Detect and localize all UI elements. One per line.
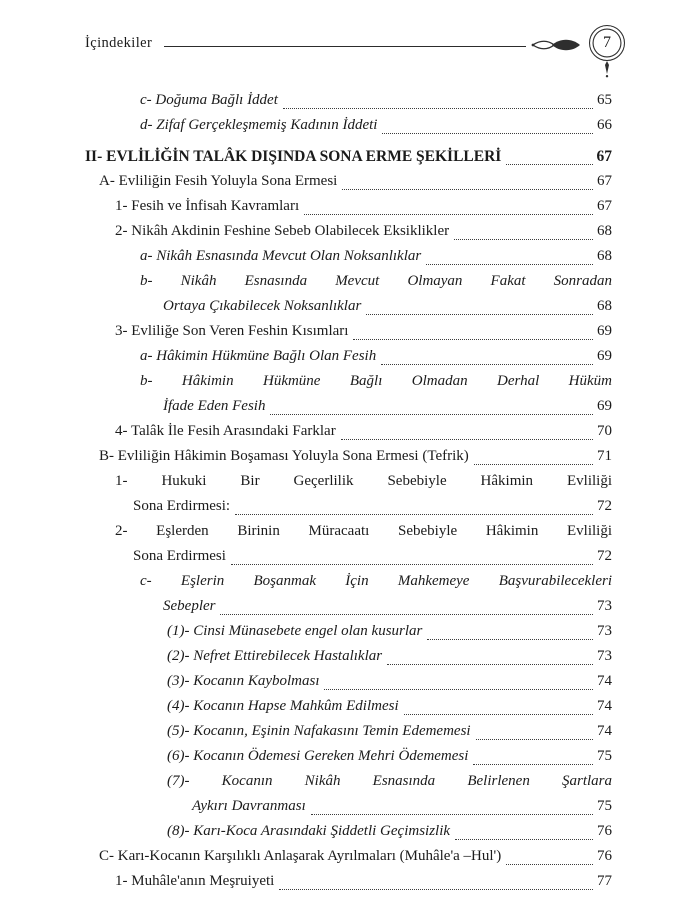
toc-entry: [99, 444, 612, 469]
toc-entry-page: 73: [597, 648, 612, 664]
toc-entry-page: 74: [597, 698, 612, 714]
dot-leader: [455, 839, 593, 840]
toc-entry: [115, 319, 612, 344]
dot-leader: [382, 133, 593, 134]
toc-entry-text: B- Evliliğin Hâkimin Boşaması Yoluyla Sona Ermesi (Tefrik): [99, 448, 469, 464]
toc-entry-text: 1- Hukuki Bir Geçerlilik Sebebiyle Hâkimin Evliliği: [115, 473, 612, 489]
dot-leader: [454, 239, 593, 240]
page-header: [85, 20, 626, 66]
toc-entry-line: [140, 269, 612, 294]
toc-entry: [167, 619, 612, 644]
toc-entry-page: 69: [597, 398, 612, 414]
toc-entry: [99, 844, 612, 869]
toc-entry-line: [115, 469, 612, 494]
toc-entry-text: (3)- Kocanın Kaybolması: [167, 673, 320, 689]
toc-entry-text: C- Karı-Kocanın Karşılıklı Anlaşarak Ayrılmaları (Muhâle'a –Hul'): [99, 848, 502, 864]
dot-leader: [427, 639, 593, 640]
dot-leader: [353, 339, 593, 340]
page-number-badge: [588, 20, 626, 66]
toc-entry-text: A- Evliliğin Fesih Yoluyla Sona Ermesi: [99, 173, 338, 189]
flourish-ornament-icon: [530, 37, 582, 53]
toc-entry-page: 77: [597, 873, 612, 889]
toc-entry-page: 67: [597, 173, 612, 189]
toc-entry-page: 69: [597, 323, 612, 339]
toc-entry-continuation: [163, 594, 612, 619]
toc-entry-continuation: [163, 394, 612, 419]
toc-entry-text: 1- Muhâle'anın Meşruiyeti: [115, 873, 275, 889]
toc-entry-text: (8)- Karı-Koca Arasındaki Şiddetli Geçimsizlik: [167, 823, 451, 839]
page-number-circle: [589, 25, 625, 61]
toc-entry-text: b- Hâkimin Hükmüne Bağlı Olmadan Derhal Hüküm: [140, 373, 612, 389]
dot-leader: [235, 514, 593, 515]
toc-entry-text: 3- Evliliğe Son Veren Feshin Kısımları: [115, 323, 349, 339]
toc-entry-text: II- EVLİLİĞİN TALÂK DIŞINDA SONA ERME ŞEKİLLERİ: [85, 148, 502, 165]
toc-entry-page: 68: [597, 298, 612, 314]
toc-entry-page: 68: [597, 223, 612, 239]
toc-entry-continuation: [133, 494, 612, 519]
dot-leader: [279, 889, 593, 890]
table-of-contents: [85, 88, 612, 894]
dot-leader: [324, 689, 593, 690]
toc-entry-page: 74: [597, 673, 612, 689]
toc-entry-text: (7)- Kocanın Nikâh Esnasında Belirlenen Şartlara: [167, 773, 612, 789]
toc-entry-text: İfade Eden Fesih: [163, 398, 266, 414]
dot-leader: [426, 264, 593, 265]
toc-entry: [115, 869, 612, 894]
toc-entry-text: Aykırı Davranması: [192, 798, 306, 814]
dot-leader: [474, 464, 593, 465]
toc-entry-text: 1- Fesih ve İnfisah Kavramları: [115, 198, 300, 214]
dot-leader: [506, 164, 593, 165]
toc-entry: [115, 194, 612, 219]
toc-entry-text: a- Nikâh Esnasında Mevcut Olan Noksanlıklar: [140, 248, 422, 264]
toc-entry-text: 2- Eşlerden Birinin Müracaatı Sebebiyle Hâkimin Evliliği: [115, 523, 612, 539]
toc-entry-page: 73: [597, 598, 612, 614]
toc-entry-page: 69: [597, 348, 612, 364]
toc-entry-page: 66: [597, 117, 612, 133]
toc-entry-text: (2)- Nefret Ettirebilecek Hastalıklar: [167, 648, 383, 664]
toc-entry-page: 70: [597, 423, 612, 439]
toc-entry-text: Sebepler: [163, 598, 216, 614]
toc-entry-page: 67: [597, 198, 612, 214]
dot-leader: [476, 739, 593, 740]
toc-entry-text: 2- Nikâh Akdinin Feshine Sebeb Olabilecek Eksiklikler: [115, 223, 450, 239]
toc-entry: [140, 113, 612, 138]
toc-entry-page: 65: [597, 92, 612, 108]
toc-entry-page: 74: [597, 723, 612, 739]
toc-entry-text: a- Hâkimin Hükmüne Bağlı Olan Fesih: [140, 348, 377, 364]
toc-entry: [167, 669, 612, 694]
dot-leader: [304, 214, 593, 215]
toc-entry-text: Sona Erdirmesi:: [133, 498, 231, 514]
toc-entry-text: c- Doğuma Bağlı İddet: [140, 92, 278, 108]
toc-entry: [167, 819, 612, 844]
toc-entry-page: 75: [597, 748, 612, 764]
dot-leader: [341, 439, 593, 440]
dot-leader: [220, 614, 593, 615]
toc-entry: [140, 244, 612, 269]
hanging-ornament-icon: [602, 61, 612, 79]
dot-leader: [506, 864, 593, 865]
toc-entry: [140, 344, 612, 369]
header-rule: [164, 46, 526, 47]
header-title: İçindekiler: [85, 34, 153, 51]
toc-entry-page: 76: [597, 848, 612, 864]
dot-leader: [311, 814, 593, 815]
toc-entry-text: b- Nikâh Esnasında Mevcut Olmayan Fakat Sonradan: [140, 273, 612, 289]
toc-entry-continuation: [133, 544, 612, 569]
toc-entry-page: 68: [597, 248, 612, 264]
toc-entry-text: (6)- Kocanın Ödemesi Gereken Mehri Ödememesi: [167, 748, 469, 764]
toc-entry-page: 75: [597, 798, 612, 814]
toc-entry-text: (5)- Kocanın, Eşinin Nafakasını Temin Edememesi: [167, 723, 471, 739]
toc-entry: [140, 88, 612, 113]
dot-leader: [366, 314, 593, 315]
toc-entry: [167, 694, 612, 719]
page-number: 7: [603, 34, 611, 51]
toc-entry: [167, 719, 612, 744]
toc-entry: [167, 644, 612, 669]
dot-leader: [381, 364, 593, 365]
toc-entry-line: [140, 369, 612, 394]
toc-entry-text: (1)- Cinsi Münasebete engel olan kusurlar: [167, 623, 423, 639]
toc-entry-text: Sona Erdirmesi: [133, 548, 226, 564]
toc-entry-text: d- Zifaf Gerçekleşmemiş Kadının İddeti: [140, 117, 378, 133]
dot-leader: [404, 714, 593, 715]
toc-entry-text: 4- Talâk İle Fesih Arasındaki Farklar: [115, 423, 336, 439]
toc-entry-text: c- Eşlerin Boşanmak İçin Mahkemeye Başvurabilecekleri: [140, 573, 612, 589]
toc-entry-page: 73: [597, 623, 612, 639]
dot-leader: [342, 189, 593, 190]
toc-entry-page: 71: [597, 448, 612, 464]
toc-entry-page: 72: [597, 498, 612, 514]
toc-entry-page: 72: [597, 548, 612, 564]
toc-entry: [85, 144, 612, 169]
toc-entry-page: 76: [597, 823, 612, 839]
toc-entry-line: [140, 569, 612, 594]
toc-entry: [115, 419, 612, 444]
dot-leader: [283, 108, 593, 109]
dot-leader: [231, 564, 593, 565]
toc-entry: [115, 219, 612, 244]
toc-entry-text: Ortaya Çıkabilecek Noksanlıklar: [163, 298, 362, 314]
toc-entry-text: (4)- Kocanın Hapse Mahkûm Edilmesi: [167, 698, 399, 714]
dot-leader: [473, 764, 593, 765]
toc-entry: [167, 744, 612, 769]
toc-entry-line: [115, 519, 612, 544]
toc-entry-line: [167, 769, 612, 794]
dot-leader: [387, 664, 593, 665]
toc-entry-continuation: [163, 294, 612, 319]
toc-entry-continuation: [192, 794, 612, 819]
toc-entry: [99, 169, 612, 194]
dot-leader: [270, 414, 593, 415]
toc-entry-page: 67: [596, 148, 612, 165]
